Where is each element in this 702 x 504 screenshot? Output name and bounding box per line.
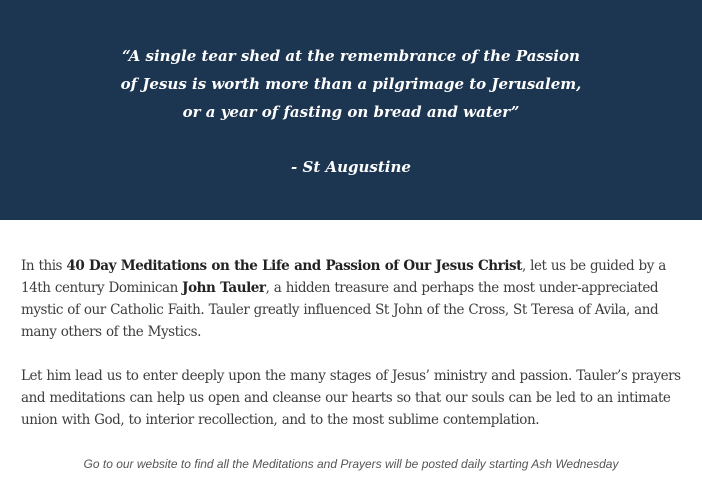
quote-author: - St Augustine xyxy=(291,158,411,176)
website-note: Go to our website to find all the Meditations and Prayers will be posted daily starting Ash Wednesday xyxy=(83,457,619,471)
intro-paragraph xyxy=(21,255,682,343)
quote-text xyxy=(0,42,702,126)
author-name: John Tauler xyxy=(182,280,266,296)
quote-line: “A single tear shed at the remembrance of the Passion xyxy=(122,47,580,65)
intro-mid-text: , let us be guided by a 14th century Dominican xyxy=(21,258,666,296)
quote-line: or a year of fasting on bread and water” xyxy=(182,103,520,121)
intro-rest-text: , a hidden treasure and perhaps the most under-appreciated mystic of our Catholic Faith. Tauler greatly influenced St John of the Cross, St Teresa of Avila, and many others of the Mystics. xyxy=(21,280,659,340)
meditations-title: 40 Day Meditations on the Life and Passion of Our Jesus Christ xyxy=(66,258,522,274)
quote-banner xyxy=(0,0,702,220)
intro-lead-text: In this xyxy=(21,258,67,274)
quote-line: of Jesus is worth more than a pilgrimage to Jerusalem, xyxy=(120,75,582,93)
description-paragraph: Let him lead us to enter deeply upon the many stages of Jesus’ ministry and passion. Tauler’s prayers and meditations can help us open and cleanse our hearts so that our souls can be led to an intimate union with God, to interior recollection, and to the most sublime contemplation. xyxy=(21,368,681,428)
